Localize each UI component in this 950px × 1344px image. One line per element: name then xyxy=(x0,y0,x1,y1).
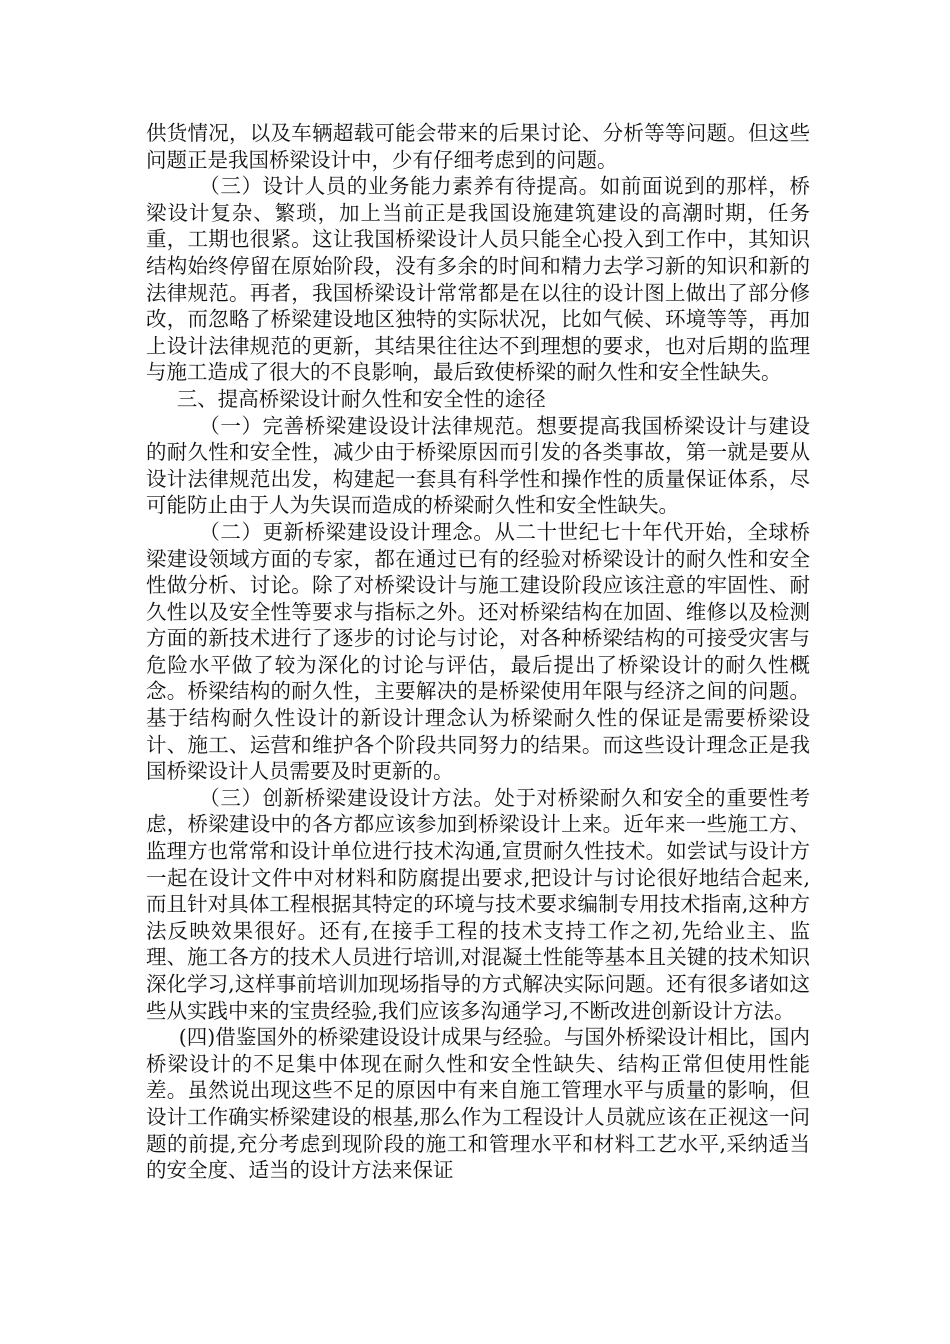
paragraph-foreign-experience: (四)借鉴国外的桥梁建设设计成果与经验。与国外桥梁设计相比，国内桥梁设计的不足集中体现在耐久性和安全性缺失、结构正常但使用性能差。虽然说出现这些不足的原因中有来自施工管理水平与质量的影响，但设计工作确实桥梁建设的根基,那么作为工程设计人员就应该在正视这一问题的前提,充分考虑到现阶段的施工和管理水平和材料工艺水平,采纳适当的安全度、适当的设计方法来保证 xyxy=(146,1025,810,1183)
paragraph-continuation: 供货情况，以及车辆超载可能会带来的后果讨论、分析等等问题。但这些问题正是我国桥梁设计中，少有仔细考虑到的问题。 xyxy=(146,121,810,172)
section-heading-improvement-approaches: 三、提高桥梁设计耐久性和安全性的途径 xyxy=(176,386,546,411)
document-body xyxy=(146,120,810,1184)
paragraph-legal-regulations: （一）完善桥梁建设设计法律规范。想要提高我国桥梁设计与建设的耐久性和安全性，减少由于桥梁原因而引发的各类事故，第一就是要从设计法律规范出发，构建起一套具有科学性和操作性的质量保证体系，尽可能防止由于人为失误而造成的桥梁耐久性和安全性缺失。 xyxy=(146,413,810,518)
paragraph-designer-competence: （三）设计人员的业务能力素养有待提高。如前面说到的那样，桥梁设计复杂、繁琐，加上当前正是我国设施建筑建设的高潮时期，任务重，工期也很紧。这让我国桥梁设计人员只能全心投入到工作中，其知识结构始终停留在原始阶段，没有多余的时间和精力去学习新的知识和新的法律规范。再者，我国桥梁设计常常都是在以往的设计图上做出了部分修改，而忽略了桥梁建设地区独特的实际状况，比如气候、环境等等，再加上设计法律规范的更新，其结果往往达不到理想的要求，也对后期的监理与施工造成了很大的不良影响，最后致使桥梁的耐久性和安全性缺失。 xyxy=(146,174,810,385)
paragraph-design-concepts: （二）更新桥梁建设设计理念。从二十世纪七十年代开始，全球桥梁建设领域方面的专家，都在通过已有的经验对桥梁设计的耐久性和安全性做分析、讨论。除了对桥梁设计与施工建设阶段应该注意的牢固性、耐久性以及安全性等要求与指标之外。还对桥梁结构在加固、维修以及检测方面的新技术进行了逐步的讨论与讨论，对各种桥梁结构的可接受灾害与危险水平做了较为深化的讨论与评估，最后提出了桥梁设计的耐久性概念。桥梁结构的耐久性，主要解决的是桥梁使用年限与经济之间的问题。基于结构耐久性设计的新设计理念认为桥梁耐久性的保证是需要桥梁设计、施工、运营和维护各个阶段共同努力的结果。而这些设计理念正是我国桥梁设计人员需要及时更新的。 xyxy=(146,519,810,784)
paragraph-design-methods: （三）创新桥梁建设设计方法。处于对桥梁耐久和安全的重要性考虑，桥梁建设中的各方都应该参加到桥梁设计上来。近年来一些施工方、监理方也常常和设计单位进行技术沟通,宣贯耐久性技术。如尝试与设计方一起在设计文件中对材料和防腐提出要求,把设计与讨论很好地结合起来,而且针对具体工程根据其特定的环境与技术要求编制专用技术指南,这种方法反映效果很好。还有,在接手工程的技术支持工作之初,先给业主、监理、施工各方的技术人员进行培训,对混凝土性能等基本且关键的技术知识深化学习,这样事前培训加现场指导的方式解决实际问题。还有很多诸如这些从实践中来的宝贵经验,我们应该多沟通学习,不断改进创新设计方法。 xyxy=(146,785,810,1023)
